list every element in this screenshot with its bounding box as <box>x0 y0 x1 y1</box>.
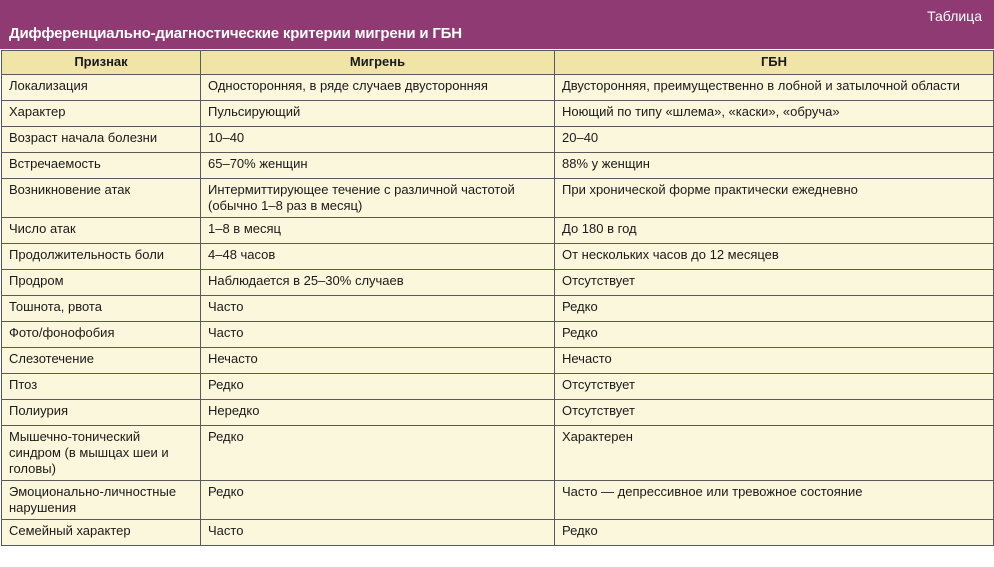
feature-cell: Число атак <box>2 218 201 244</box>
tth-cell: От нескольких часов до 12 месяцев <box>555 244 994 270</box>
table-row <box>2 75 994 101</box>
table-row <box>2 400 994 426</box>
tth-cell: До 180 в год <box>555 218 994 244</box>
table-title: Дифференциально-диагностические критерии мигрени и ГБН <box>9 25 462 42</box>
table-row <box>2 481 994 520</box>
table-row <box>2 244 994 270</box>
migraine-cell: 65–70% женщин <box>201 153 555 179</box>
tth-cell: Часто — депрессивное или тревожное состояние <box>555 481 994 520</box>
tth-cell: Нечасто <box>555 348 994 374</box>
tth-cell: Отсутствует <box>555 374 994 400</box>
tth-cell: Отсутствует <box>555 270 994 296</box>
migraine-cell: Редко <box>201 426 555 481</box>
table-row <box>2 520 994 546</box>
tth-cell: При хронической форме практически ежедневно <box>555 179 994 218</box>
criteria-table <box>1 50 994 546</box>
migraine-cell: Часто <box>201 296 555 322</box>
table-row <box>2 153 994 179</box>
migraine-cell: Наблюдается в 25–30% случаев <box>201 270 555 296</box>
migraine-cell: Часто <box>201 520 555 546</box>
column-header-feature: Признак <box>2 51 201 75</box>
table-row <box>2 296 994 322</box>
migraine-cell: Редко <box>201 481 555 520</box>
table-body <box>2 75 994 546</box>
table-row <box>2 322 994 348</box>
tth-cell: Ноющий по типу «шлема», «каски», «обруча» <box>555 101 994 127</box>
migraine-cell: Часто <box>201 322 555 348</box>
feature-cell: Продолжительность боли <box>2 244 201 270</box>
table-row <box>2 101 994 127</box>
tth-cell: Редко <box>555 322 994 348</box>
feature-cell: Птоз <box>2 374 201 400</box>
tth-cell: 88% у женщин <box>555 153 994 179</box>
migraine-cell: 10–40 <box>201 127 555 153</box>
tth-cell: Редко <box>555 296 994 322</box>
table-row <box>2 426 994 481</box>
tth-cell: 20–40 <box>555 127 994 153</box>
migraine-cell: Нечасто <box>201 348 555 374</box>
table-row <box>2 348 994 374</box>
header-row <box>2 51 994 75</box>
feature-cell: Возраст начала болезни <box>2 127 201 153</box>
feature-cell: Характер <box>2 101 201 127</box>
tth-cell: Отсутствует <box>555 400 994 426</box>
feature-cell: Возникновение атак <box>2 179 201 218</box>
feature-cell: Тошнота, рвота <box>2 296 201 322</box>
feature-cell: Встречаемость <box>2 153 201 179</box>
table-label: Таблица <box>927 8 982 24</box>
feature-cell: Локализация <box>2 75 201 101</box>
feature-cell: Слезотечение <box>2 348 201 374</box>
feature-cell: Мышечно-тонический синдром (в мышцах шеи и головы) <box>2 426 201 481</box>
migraine-cell: Пульсирующий <box>201 101 555 127</box>
table-row <box>2 374 994 400</box>
tth-cell: Двусторонняя, преимущественно в лобной и затылочной области <box>555 75 994 101</box>
migraine-cell: Редко <box>201 374 555 400</box>
migraine-cell: Нередко <box>201 400 555 426</box>
feature-cell: Продром <box>2 270 201 296</box>
tth-cell: Характерен <box>555 426 994 481</box>
column-header-tth: ГБН <box>555 51 994 75</box>
table-row <box>2 127 994 153</box>
table-row <box>2 218 994 244</box>
migraine-cell: 4–48 часов <box>201 244 555 270</box>
tth-cell: Редко <box>555 520 994 546</box>
column-header-migraine: Мигрень <box>201 51 555 75</box>
table-row <box>2 179 994 218</box>
title-bar <box>0 0 994 49</box>
table-row <box>2 270 994 296</box>
feature-cell: Полиурия <box>2 400 201 426</box>
migraine-cell: Односторонняя, в ряде случаев двусторонняя <box>201 75 555 101</box>
feature-cell: Фото/фонофобия <box>2 322 201 348</box>
migraine-cell: 1–8 в месяц <box>201 218 555 244</box>
feature-cell: Эмоционально-личностные нарушения <box>2 481 201 520</box>
feature-cell: Семейный характер <box>2 520 201 546</box>
migraine-cell: Интермиттирующее течение с различной частотой (обычно 1–8 раз в месяц) <box>201 179 555 218</box>
